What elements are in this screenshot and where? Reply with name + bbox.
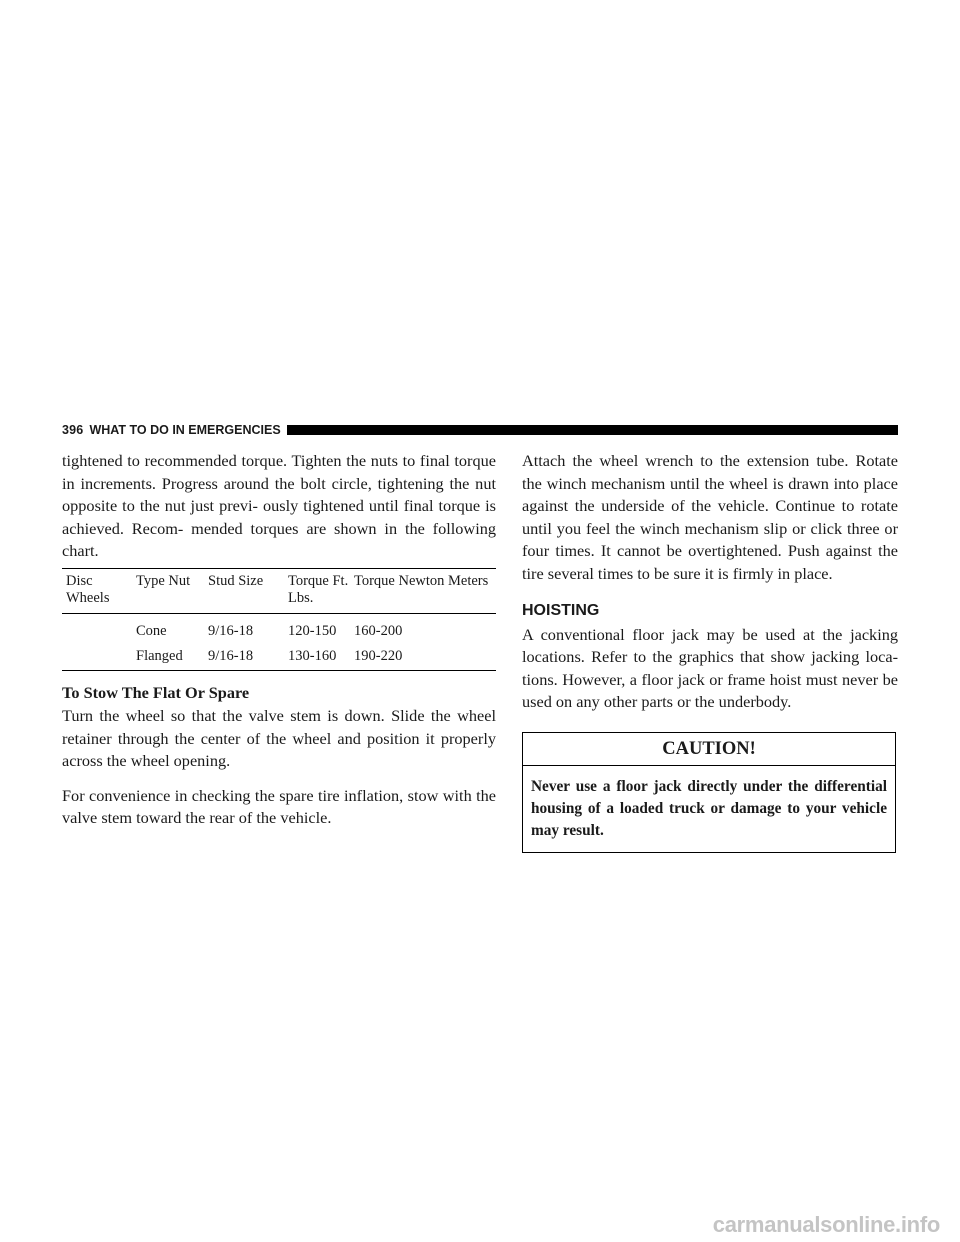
watermark: carmanualsonline.info xyxy=(712,1212,940,1237)
col-header-disc-wheels: Disc Wheels xyxy=(62,568,132,613)
torque-table-header-row xyxy=(62,568,496,613)
cell-stud-size: 9/16-18 xyxy=(208,622,254,639)
section-title: WHAT TO DO IN EMERGENCIES xyxy=(89,423,281,437)
stow-paragraph-2: For convenience in checking the spare tire inflation, stow with the valve stem toward the rear of the vehicle. xyxy=(62,785,496,828)
cell-torque-ft-lbs: 120-150 xyxy=(288,622,337,639)
hoisting-heading: HOISTING xyxy=(522,601,600,619)
left-column xyxy=(62,450,496,830)
cell-torque-ft-lbs: 130-160 xyxy=(288,647,337,664)
right-column xyxy=(522,450,898,853)
col-header-torque-nm: Torque Newton Meters xyxy=(350,568,496,613)
cell-torque-nm: 160-200 xyxy=(354,622,403,639)
cell-torque-nm: 190-220 xyxy=(354,647,403,664)
caution-title: CAUTION! xyxy=(523,733,895,766)
table-row xyxy=(62,643,496,671)
header-rule xyxy=(287,425,898,435)
torque-table xyxy=(62,568,496,671)
caution-box xyxy=(522,732,896,853)
stow-paragraph-1: Turn the wheel so that the valve stem is down. Slide the wheel retainer through the center of the wheel and position it properly across the wheel opening. xyxy=(62,705,496,771)
page-header xyxy=(62,422,898,438)
table-row xyxy=(62,613,496,643)
caution-text: Never use a floor jack directly under the differential housing of a loaded truck or damage to your vehicle may result. xyxy=(531,777,887,839)
stow-heading: To Stow The Flat Or Spare xyxy=(62,682,250,702)
col-header-torque-ft-lbs: Torque Ft. Lbs. xyxy=(284,568,350,613)
cell-disc-wheels xyxy=(62,643,132,671)
col-header-stud-size: Stud Size xyxy=(204,568,284,613)
page-number: 396 xyxy=(62,423,84,437)
winch-paragraph: Attach the wheel wrench to the extension tube. Rotate the winch mechanism until the wheel is drawn into place against the underside of the vehicle. Continue to rotate until you feel the winch mechanism slip or click three or four times. It cannot be overtightened. Push against the tire several times to be sure it is firmly in place. xyxy=(522,451,898,583)
cell-disc-wheels xyxy=(62,613,132,643)
col-header-type-nut: Type Nut xyxy=(132,568,204,613)
intro-paragraph: tightened to recommended torque. Tighten the nuts to final torque in increments. Progress around the bolt circle, tightening the nut opposite to the nut just previ- ously tightened until final torque is achieved. Recom- mended torques are shown in the following chart. xyxy=(62,451,496,561)
cell-type-nut: Cone xyxy=(136,622,167,639)
cell-type-nut: Flanged xyxy=(136,647,183,664)
hoisting-paragraph: A conventional floor jack may be used at the jacking locations. Refer to the graphics that show jacking loca- tions. However, a floor jack or frame hoist must never be used on any other parts or the underbody. xyxy=(522,624,898,712)
cell-stud-size: 9/16-18 xyxy=(208,647,254,664)
